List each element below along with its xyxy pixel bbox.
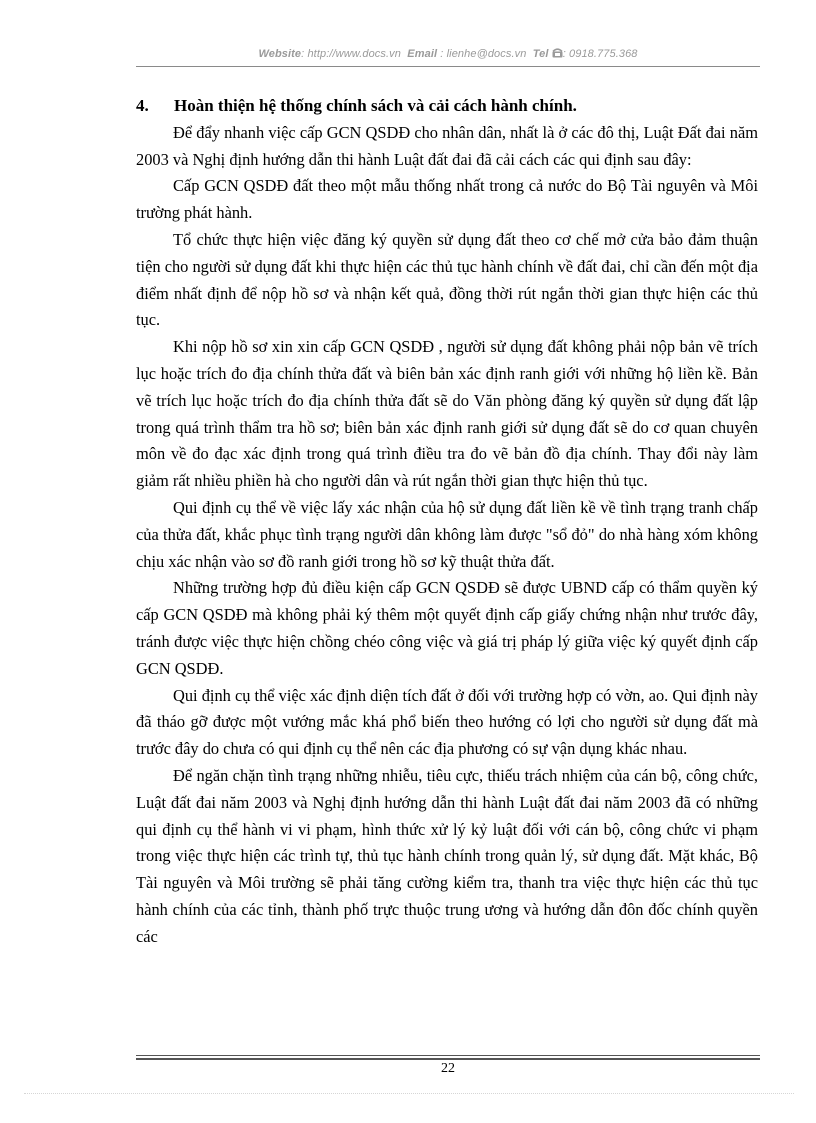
email-value: : lienhe@docs.vn bbox=[440, 48, 527, 60]
paragraph: Khi nộp hồ sơ xin xin cấp GCN QSDĐ , người sử dụng đất không phải nộp bản vẽ trích lục hoặc trích đo địa chính thửa đất và biên bản xác định ranh giới với những hộ liền kề. Bản vẽ trích lục hoặc trích đo địa chính thửa đất sẽ do Văn phòng đăng ký quyền sử dụng đất lập trong quá trình thẩm tra hồ sơ; biên bản xác định ranh giới sử dụng đất sẽ do cơ quan chuyên môn về đo đạc xác định trong quá trình điều tra đo vẽ bản đồ địa chính. Thay đổi này làm giảm rất nhiều phiền hà cho người dân và rút ngắn thời gian thực hiện thủ tục. bbox=[136, 337, 758, 491]
paragraph: Cấp GCN QSDĐ đất theo một mẫu thống nhất trong cả nước do Bộ Tài nguyên và Môi trường phát hành. bbox=[136, 176, 758, 223]
paragraph: Để đẩy nhanh việc cấp GCN QSDĐ cho nhân dân, nhất là ở các đô thị, Luật Đất đai năm 2003 và Nghị định hướng dẫn thi hành Luật đất đai đã cải cách các qui định sau đây: bbox=[136, 122, 758, 169]
email-label: Email bbox=[407, 48, 438, 60]
tel-value: : 0918.775.368 bbox=[562, 48, 638, 60]
header-divider bbox=[136, 66, 760, 67]
footer-divider-thick bbox=[136, 1058, 760, 1060]
footer-divider bbox=[136, 1055, 760, 1056]
page-bottom-border bbox=[24, 1093, 794, 1094]
tel-label: Tel bbox=[532, 48, 549, 60]
section-number: 4. bbox=[136, 96, 149, 115]
website-label: Website bbox=[258, 48, 302, 60]
paragraph: Qui định cụ thể việc xác định diện tích đất ở đối với trường hợp có vờn, ao. Qui định này đã tháo gỡ được một vướng mắc khá phổ biến theo hướng có lợi cho người sử dụng đất mà trước đây do chưa có qui định cụ thể nên các địa phương có sự vận dụng khác nhau. bbox=[136, 685, 758, 759]
paragraph: Những trường hợp đủ điều kiện cấp GCN QSDĐ sẽ được UBND cấp có thẩm quyền ký cấp GCN QSDĐ mà không phải ký thêm một quyết định cấp giấy chứng nhận như trước đây, tránh được việc thực hiện chồng chéo công việc và giá trị pháp lý giữa việc ký quyết định cấp GCN QSDĐ. bbox=[136, 578, 758, 678]
section-heading bbox=[136, 93, 758, 120]
website-value: : http://www.docs.vn bbox=[301, 48, 401, 60]
page-number: 22 bbox=[441, 1061, 455, 1076]
document-body bbox=[136, 93, 758, 951]
page-header bbox=[136, 48, 760, 60]
paragraph: Để ngăn chặn tình trạng những nhiễu, tiêu cực, thiếu trách nhiệm của cán bộ, công chức, Luật đất đai năm 2003 và Nghị định hướng dẫn thi hành Luật đất đai năm 2003 đã có những qui định cụ thể hành vi vi phạm, hình thức xử lý kỷ luật đối với cán bộ, công chức vi phạm trong việc thực hiện các trình tự, thủ tục hành chính trong quản lý, sử dụng đất. Mặt khác, Bộ Tài nguyên và Môi trường sẽ phải tăng cường kiểm tra, thanh tra việc thực hiện các thủ tục hành chính của các tỉnh, thành phố trực thuộc trung ương và hướng dẫn đôn đốc chính quyền các bbox=[136, 765, 758, 946]
section-title: Hoàn thiện hệ thống chính sách và cải cách hành chính. bbox=[174, 96, 577, 115]
paragraph: Qui định cụ thể về việc lấy xác nhận của hộ sử dụng đất liền kề về tình trạng tranh chấp của thửa đất, khắc phục tình trạng người dân không làm được "sổ đỏ" do nhà hàng xóm không chịu xác nhận vào sơ đồ ranh giới trong hồ sơ kỹ thuật thửa đất. bbox=[136, 497, 758, 571]
paragraph: Tổ chức thực hiện việc đăng ký quyền sử dụng đất theo cơ chế mở cửa bảo đảm thuận tiện cho người sử dụng đất khi thực hiện các thủ tục hành chính về đất đai, chỉ cần đến một địa điểm nhất định để nộp hồ sơ và nhận kết quả, đồng thời rút ngắn thời gian thực hiện các thủ tục. bbox=[136, 229, 758, 330]
telephone-icon bbox=[552, 48, 563, 58]
